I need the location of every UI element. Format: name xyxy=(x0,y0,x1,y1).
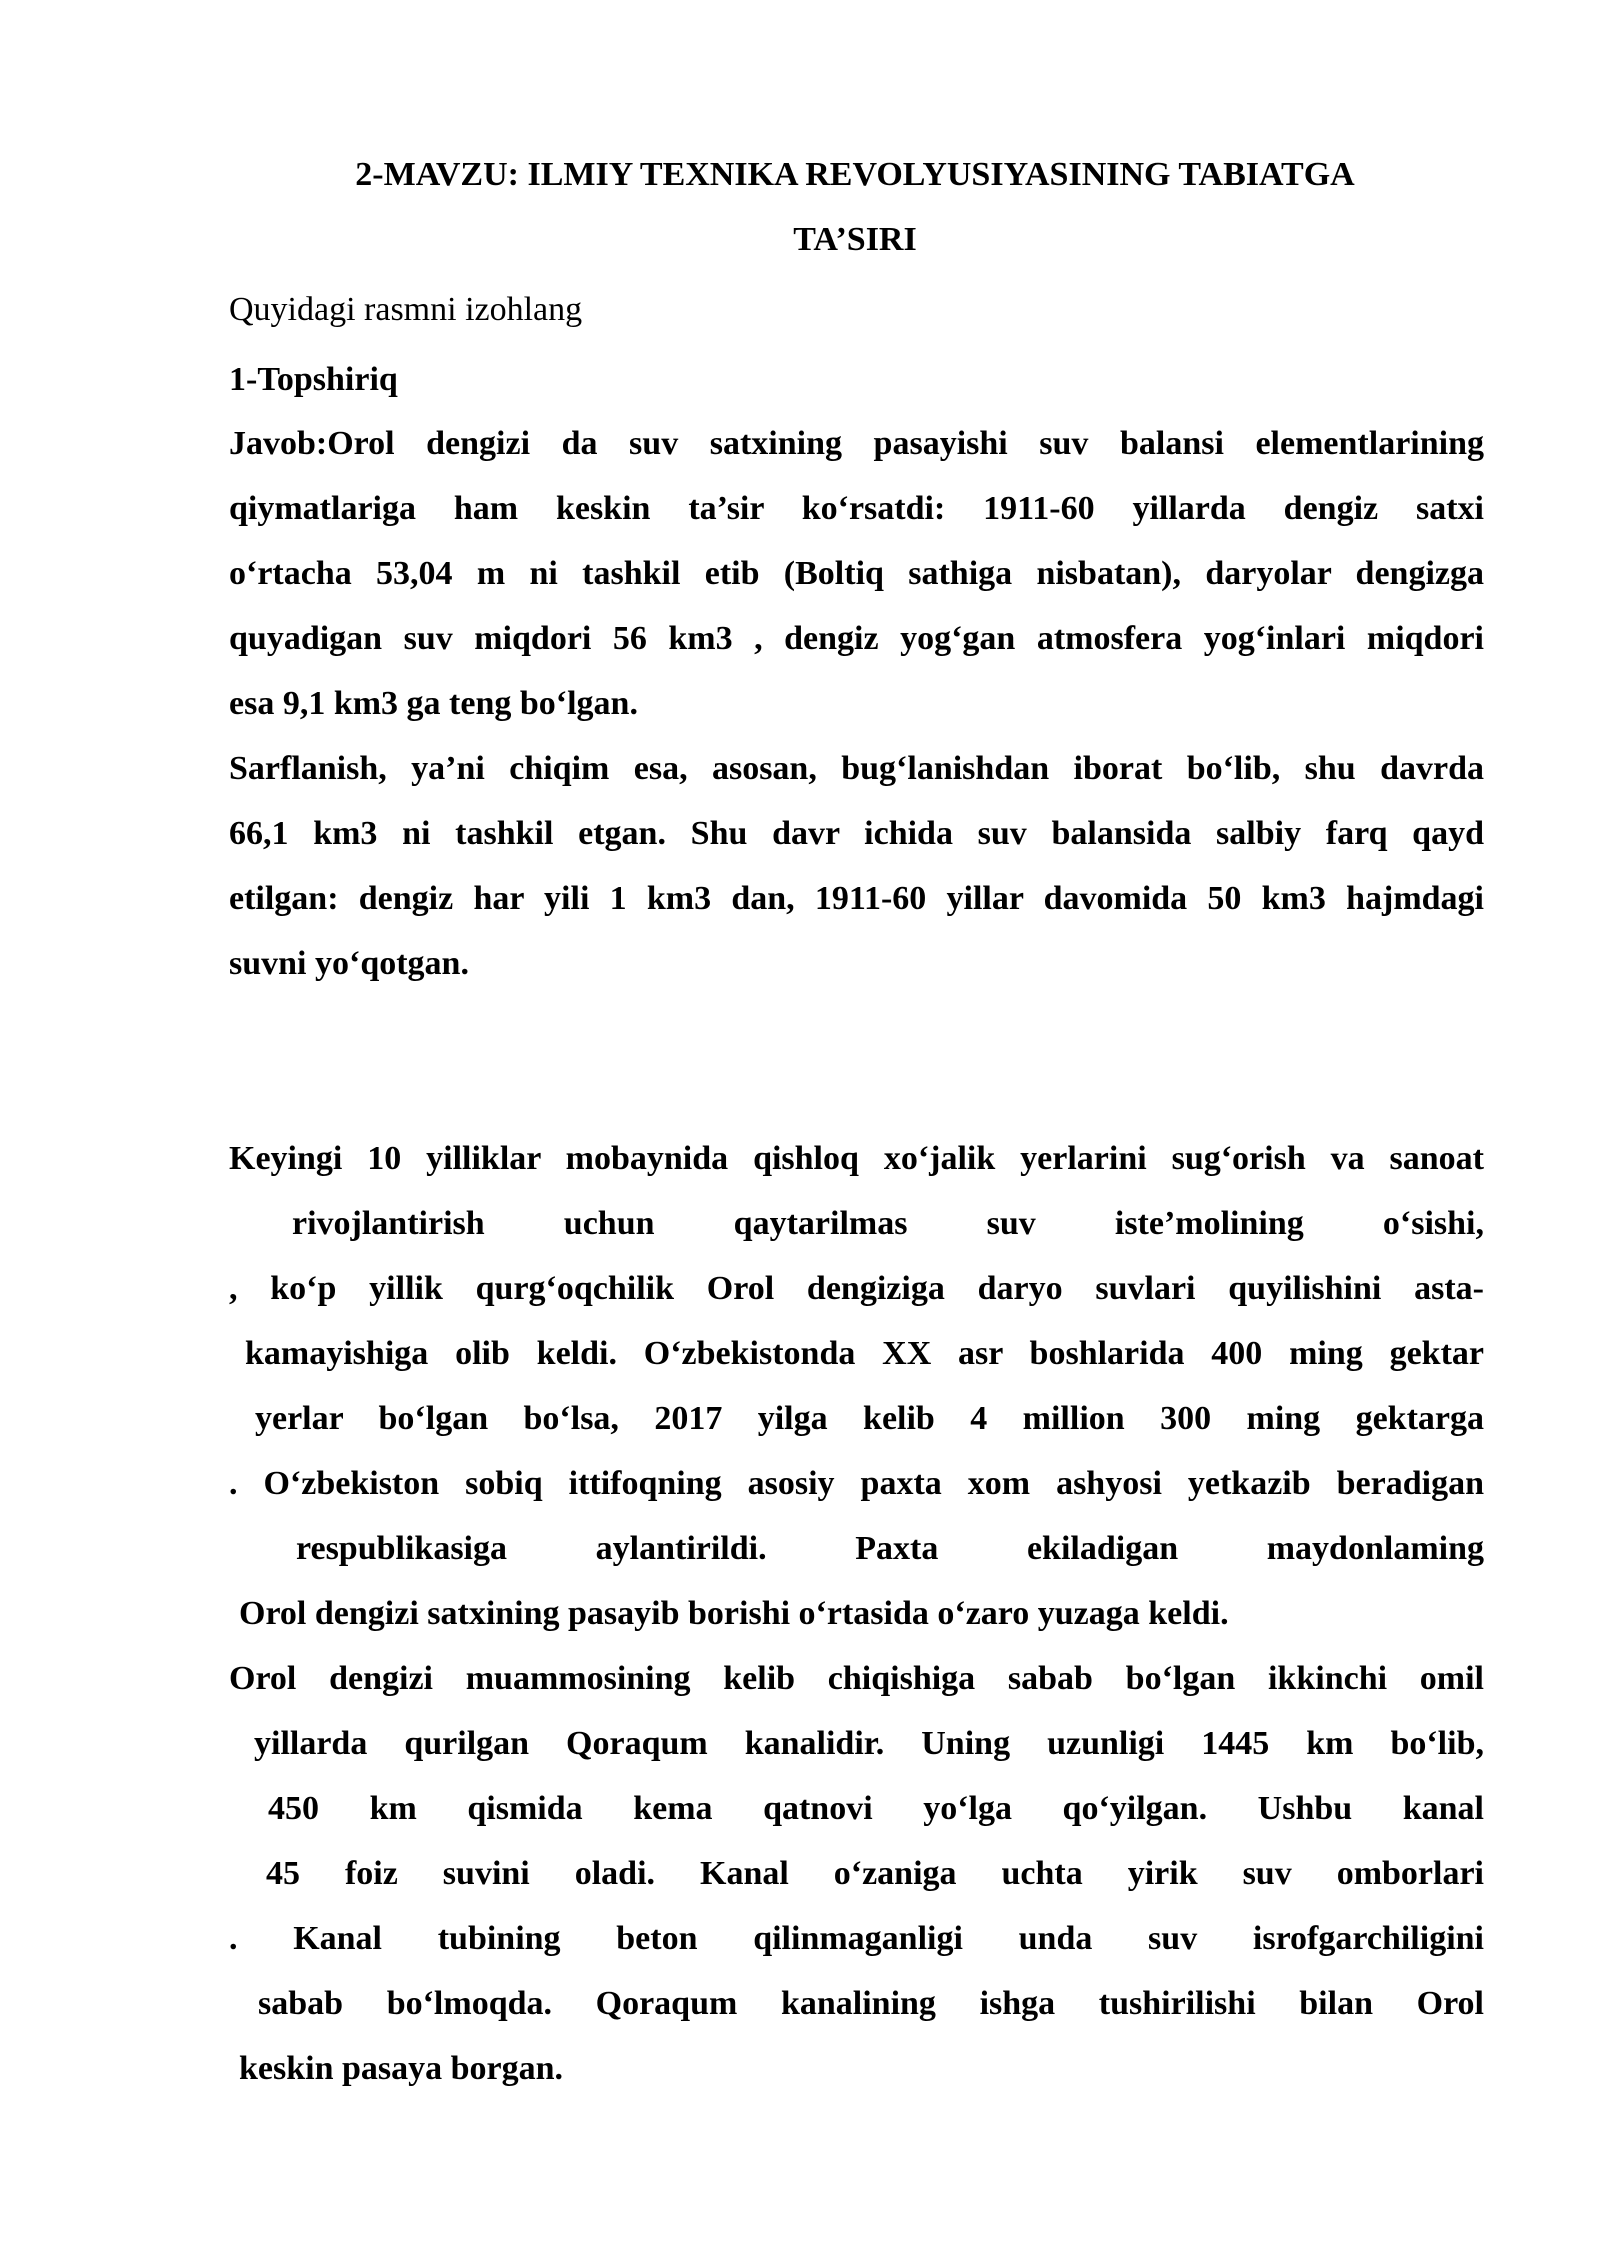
paragraph-2-line: 66,1 km3 ni tashkil etgan. Shu davr ichida suv balansida salbiy farq qayd xyxy=(229,815,1484,852)
paragraph-3-line: yerlar bo‘lgan bo‘lsa, 2017 yilga kelib 4 million 300 ming gektarga xyxy=(255,1400,1484,1437)
document-title-line-1: 2-MAVZU: ILMIY TEXNIKA REVOLYUSIYASINING TABIATGA xyxy=(355,156,1355,193)
paragraph-4-line: sabab bo‘lmoqda. Qoraqum kanalining ishga tushirilishi bilan Orol xyxy=(258,1985,1484,2022)
document-title-line-2: TA’SIRI xyxy=(793,221,917,258)
paragraph-3-line: rivojlantirish uchun qaytarilmas suv iste’molining o‘sishi, xyxy=(292,1205,1484,1242)
paragraph-4-line: keskin pasaya borgan. xyxy=(239,2050,564,2087)
task-label: 1-Topshiriq xyxy=(229,361,398,398)
paragraph-4-line: Orol dengizi muammosining kelib chiqishiga sabab bo‘lgan ikkinchi omil xyxy=(229,1660,1484,1697)
paragraph-1-line: qiymatlariga ham keskin ta’sir ko‘rsatdi: 1911-60 yillarda dengiz satxi xyxy=(229,490,1484,527)
paragraph-4-line: 450 km qismida kema qatnovi yo‘lga qo‘yilgan. Ushbu kanal xyxy=(268,1790,1484,1827)
paragraph-4-line: . Kanal tubining beton qilinmaganligi unda suv isrofgarchiligini xyxy=(229,1920,1484,1957)
paragraph-3-line: respublikasiga aylantirildi. Paxta ekiladigan maydonlaming xyxy=(296,1530,1484,1567)
paragraph-4-line: 45 foiz suvini oladi. Kanal o‘zaniga uchta yirik suv omborlari xyxy=(266,1855,1484,1892)
paragraph-3-line: Orol dengizi satxining pasayib borishi o‘rtasida o‘zaro yuzaga keldi. xyxy=(239,1595,1229,1632)
paragraph-1-line: o‘rtacha 53,04 m ni tashkil etib (Boltiq sathiga nisbatan), daryolar dengizga xyxy=(229,555,1484,592)
paragraph-2-line: Sarflanish, ya’ni chiqim esa, asosan, bug‘lanishdan iborat bo‘lib, shu davrda xyxy=(229,750,1484,787)
paragraph-1-line: Javob:Orol dengizi da suv satxining pasayishi suv balansi elementlarining xyxy=(229,425,1484,462)
paragraph-4-line: yillarda qurilgan Qoraqum kanalidir. Uning uzunligi 1445 km bo‘lib, xyxy=(254,1725,1484,1762)
intro-text: Quyidagi rasmni izohlang xyxy=(229,291,583,328)
paragraph-1-line: esa 9,1 km3 ga teng bo‘lgan. xyxy=(229,685,638,722)
paragraph-3-line: Keyingi 10 yilliklar mobaynida qishloq xo‘jalik yerlarini sug‘orish va sanoat xyxy=(229,1140,1484,1177)
paragraph-3-line: . O‘zbekiston sobiq ittifoqning asosiy paxta xom ashyosi yetkazib beradigan xyxy=(229,1465,1484,1502)
paragraph-3-line: , ko‘p yillik qurg‘oqchilik Orol dengiziga daryo suvlari quyilishini asta- xyxy=(229,1270,1484,1307)
paragraph-2-line: etilgan: dengiz har yili 1 km3 dan, 1911-60 yillar davomida 50 km3 hajmdagi xyxy=(229,880,1484,917)
paragraph-2-line: suvni yo‘qotgan. xyxy=(229,945,469,982)
paragraph-1-line: quyadigan suv miqdori 56 km3 , dengiz yog‘gan atmosfera yog‘inlari miqdori xyxy=(229,620,1484,657)
paragraph-3-line: kamayishiga olib keldi. O‘zbekistonda XX asr boshlarida 400 ming gektar xyxy=(245,1335,1484,1372)
